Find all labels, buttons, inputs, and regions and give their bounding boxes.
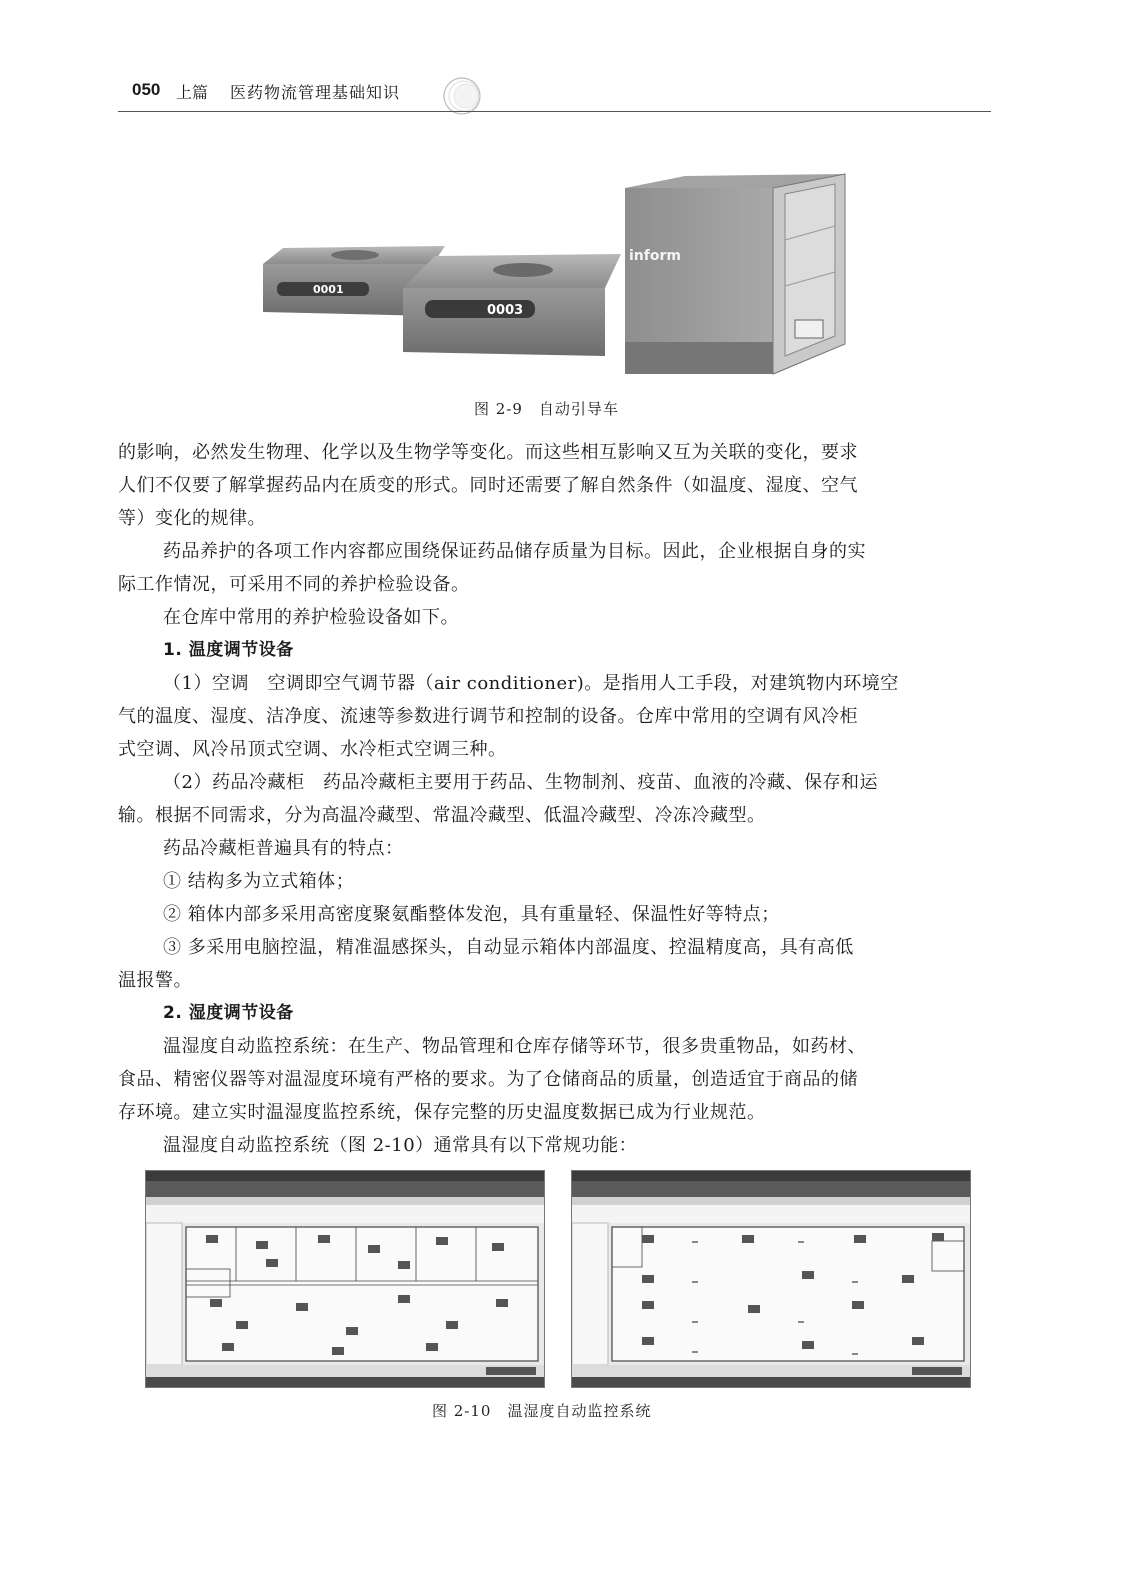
paragraph-line: 药品冷藏柜普遍具有的特点： — [163, 838, 404, 859]
paragraph-line: 温湿度自动监控系统：在生产、物品管理和仓库存储等环节，很多贵重物品，如药材、 — [163, 1036, 866, 1057]
header-rule — [118, 111, 991, 112]
paragraph-line: 人们不仅要了解掌握药品内在质变的形式。同时还需要了解自然条件（如温度、湿度、空气 — [118, 475, 858, 496]
paragraph-line: 输。根据不同需求，分为高温冷藏型、常温冷藏型、低温冷藏型、冷冻冷藏型。 — [118, 805, 766, 826]
paragraph-line: 在仓库中常用的养护检验设备如下。 — [163, 607, 459, 628]
paragraph-line: 气的温度、湿度、洁净度、流速等参数进行调节和控制的设备。仓库中常用的空调有风冷柜 — [118, 706, 858, 727]
agv-0003-label: 0003 — [487, 303, 524, 318]
paragraph-line: 式空调、风冷吊顶式空调、水冷柜式空调三种。 — [118, 739, 507, 760]
paragraph-line: 存环境。建立实时温湿度监控系统，保存完整的历史温度数据已成为行业规范。 — [118, 1102, 766, 1123]
book-title: 医药物流管理基础知识 — [230, 83, 401, 102]
header-ornament-icon — [438, 74, 488, 116]
figure-2-10-caption: 图 2-10 温湿度自动监控系统 — [432, 1402, 652, 1420]
list-item: 温报警。 — [118, 970, 192, 991]
paragraph-line: 等）变化的规律。 — [118, 508, 266, 529]
paragraph-line: （2）药品冷藏柜 药品冷藏柜主要用于药品、生物制剂、疫苗、血液的冷藏、保存和运 — [163, 772, 878, 793]
monitoring-screenshot-right — [571, 1170, 971, 1388]
figure-2-9-caption: 图 2-9 自动引导车 — [474, 400, 619, 418]
list-item: ③ 多采用电脑控温，精准温感探头，自动显示箱体内部温度、控温精度高，具有高低 — [163, 937, 854, 958]
paragraph-line: 药品养护的各项工作内容都应围绕保证药品储存质量为目标。因此，企业根据自身的实 — [163, 541, 866, 562]
paragraph-line: 食品、精密仪器等对温湿度环境有严格的要求。为了仓储商品的质量，创造适宜于商品的储 — [118, 1069, 858, 1090]
section-heading: 2. 湿度调节设备 — [163, 1003, 294, 1023]
agv-0003 — [403, 254, 621, 356]
page-header — [118, 74, 991, 112]
shelf-agv — [625, 174, 845, 374]
paragraph-line: 的影响，必然发生物理、化学以及生物学等变化。而这些相互影响又互为关联的变化，要求 — [118, 442, 858, 463]
monitoring-screenshot-left — [145, 1170, 545, 1388]
part-label: 上篇 — [176, 83, 209, 102]
page-number: 050 — [132, 80, 161, 99]
agv-photo — [255, 160, 855, 390]
list-item: ② 箱体内部多采用高密度聚氨酯整体发泡，具有重量轻、保温性好等特点； — [163, 904, 780, 925]
paragraph-line: （1）空调 空调即空气调节器（air conditioner)。是指用人工手段，对建筑物内环境空 — [163, 673, 899, 694]
agv-0001-label: 0001 — [313, 283, 344, 296]
brand-label: inform — [629, 248, 681, 264]
section-heading: 1. 温度调节设备 — [163, 640, 294, 660]
paragraph-line: 际工作情况，可采用不同的养护检验设备。 — [118, 574, 470, 595]
paragraph-line: 温湿度自动监控系统（图 2-10）通常具有以下常规功能： — [163, 1135, 638, 1156]
list-item: ① 结构多为立式箱体； — [163, 871, 355, 892]
